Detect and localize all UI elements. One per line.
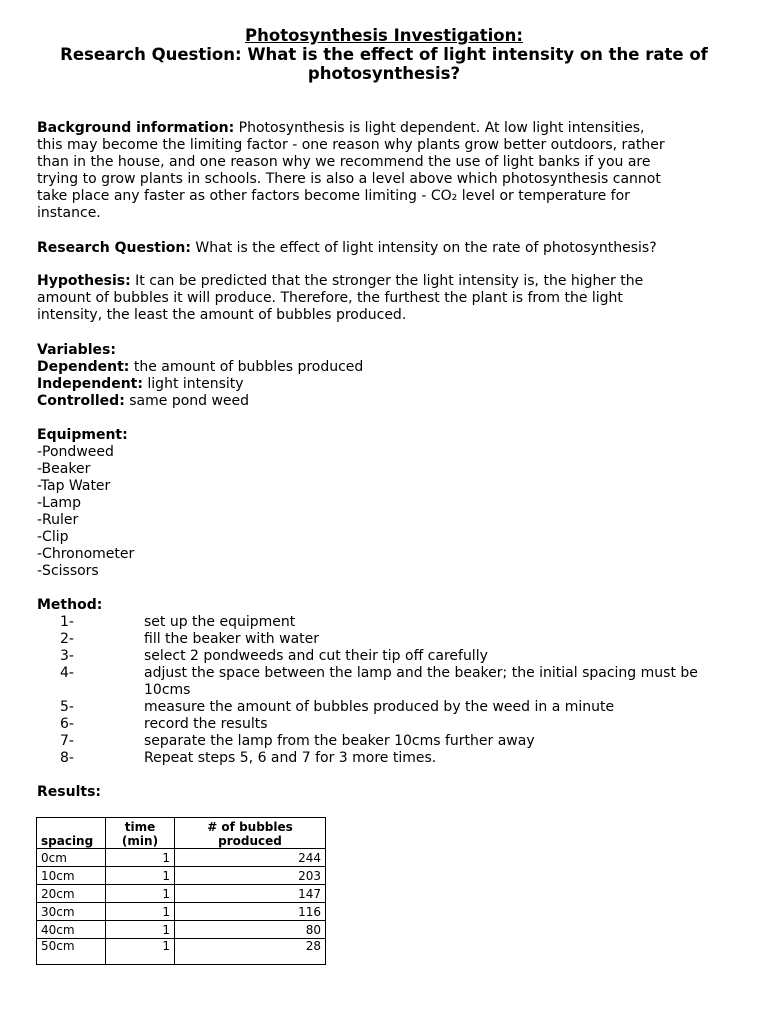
page-subtitle <box>30 45 738 83</box>
results-heading: Results: <box>37 784 101 800</box>
spacing-cell: 10cm <box>37 867 106 885</box>
step-number: 5- <box>60 699 74 715</box>
background-text-3: than in the house, and one reason why we recommend the use of light banks if you are <box>37 154 651 170</box>
background-text-6: instance. <box>37 205 101 221</box>
page-title: Photosynthesis Investigation: <box>245 26 523 45</box>
research-question-section <box>37 240 737 257</box>
step-text: record the results <box>144 716 268 732</box>
hypothesis-text-1: It can be predicted that the stronger the light intensity is, the higher the <box>135 273 644 289</box>
bubbles-cell: 147 <box>175 885 326 903</box>
method-step <box>60 733 535 750</box>
background-text-1: Photosynthesis is light dependent. At low light intensities, <box>238 120 645 136</box>
background-text-4: trying to grow plants in schools. There is also a level above which photosynthesis cannot <box>37 171 661 187</box>
bubbles-cell: 244 <box>175 849 326 867</box>
controlled-label: Controlled: <box>37 393 125 409</box>
bubbles-cell: 116 <box>175 903 326 921</box>
step-number: 6- <box>60 716 74 732</box>
dependent-value: the amount of bubbles produced <box>133 359 364 375</box>
time-cell: 1 <box>106 903 175 921</box>
step-text: adjust the space between the lamp and the beaker; the initial spacing must be <box>144 665 698 681</box>
dependent-label: Dependent: <box>37 359 130 375</box>
background-text-5: take place any faster as other factors become limiting - CO₂ level or temperature for <box>37 188 630 204</box>
time-cell: 1 <box>106 921 175 939</box>
spacing-header: spacing <box>37 818 106 849</box>
step-number: 3- <box>60 648 74 664</box>
spacing-cell: 40cm <box>37 921 106 939</box>
background-section <box>37 120 737 222</box>
background-label: Background information: <box>37 120 235 136</box>
hypothesis-section <box>37 273 737 324</box>
table-row <box>37 939 326 965</box>
bubbles-cell: 80 <box>175 921 326 939</box>
spacing-cell: 20cm <box>37 885 106 903</box>
equipment-heading: Equipment: <box>37 427 128 443</box>
step-text: 10cms <box>144 682 191 698</box>
equipment-item: -Tap Water <box>37 478 111 494</box>
method-step <box>60 716 268 733</box>
method-heading: Method: <box>37 597 103 613</box>
equipment-item: -Lamp <box>37 495 81 511</box>
controlled-value: same pond weed <box>129 393 250 409</box>
time-header: time (min) <box>106 818 175 849</box>
time-cell: 1 <box>106 867 175 885</box>
controlled-variable <box>37 393 737 410</box>
table-row <box>37 849 326 867</box>
time-cell: 1 <box>106 849 175 867</box>
bubbles-cell: 203 <box>175 867 326 885</box>
variables-heading: Variables: <box>37 342 116 358</box>
method-step <box>60 699 615 716</box>
step-text: fill the beaker with water <box>144 631 320 647</box>
equipment-section <box>37 427 737 580</box>
variables-section <box>37 342 737 410</box>
background-line-1 <box>37 120 737 137</box>
research-question-text: What is the effect of light intensity on the rate of photosynthesis? <box>195 240 657 256</box>
results-table <box>36 817 326 965</box>
spacing-cell: 50cm <box>37 939 106 965</box>
step-text: Repeat steps 5, 6 and 7 for 3 more times. <box>144 750 437 766</box>
subtitle-text: Research Question: What is the effect of light intensity on the rate of photosynthesis? <box>60 45 708 83</box>
table-row <box>37 867 326 885</box>
equipment-item: -Pondweed <box>37 444 114 460</box>
hypothesis-line-1 <box>37 273 737 290</box>
bubbles-cell: 28 <box>175 939 326 965</box>
equipment-item: -Clip <box>37 529 69 545</box>
method-step <box>60 648 488 665</box>
step-number: 2- <box>60 631 74 647</box>
bubbles-header: # of bubbles produced <box>175 818 326 849</box>
background-text-2: this may become the limiting factor - one reason why plants grow better outdoors, rather <box>37 137 665 153</box>
time-cell: 1 <box>106 939 175 965</box>
research-question-label: Research Question: <box>37 240 191 256</box>
step-text: measure the amount of bubbles produced by the weed in a minute <box>144 699 615 715</box>
step-number: 7- <box>60 733 74 749</box>
hypothesis-label: Hypothesis: <box>37 273 131 289</box>
equipment-item: -Beaker <box>37 461 91 477</box>
independent-label: Independent: <box>37 376 143 392</box>
table-row <box>37 885 326 903</box>
equipment-item: -Ruler <box>37 512 79 528</box>
step-number: 1- <box>60 614 74 630</box>
spacing-cell: 30cm <box>37 903 106 921</box>
method-step <box>60 631 320 648</box>
hypothesis-text-3: intensity, the least the amount of bubbles produced. <box>37 307 407 323</box>
time-cell: 1 <box>106 885 175 903</box>
dependent-variable <box>37 359 737 376</box>
table-header-row <box>37 818 326 849</box>
independent-variable <box>37 376 737 393</box>
spacing-cell: 0cm <box>37 849 106 867</box>
method-step <box>60 665 698 682</box>
step-text: select 2 pondweeds and cut their tip off carefully <box>144 648 488 664</box>
equipment-item: -Chronometer <box>37 546 135 562</box>
step-number: 8- <box>60 750 74 766</box>
step-text: set up the equipment <box>144 614 296 630</box>
method-step <box>60 614 296 631</box>
equipment-item: -Scissors <box>37 563 99 579</box>
table-row <box>37 903 326 921</box>
table-row <box>37 921 326 939</box>
independent-value: light intensity <box>147 376 244 392</box>
hypothesis-text-2: amount of bubbles it will produce. Therefore, the furthest the plant is from the light <box>37 290 623 306</box>
method-step <box>60 750 437 767</box>
step-number: 4- <box>60 665 74 681</box>
step-text: separate the lamp from the beaker 10cms further away <box>144 733 535 749</box>
